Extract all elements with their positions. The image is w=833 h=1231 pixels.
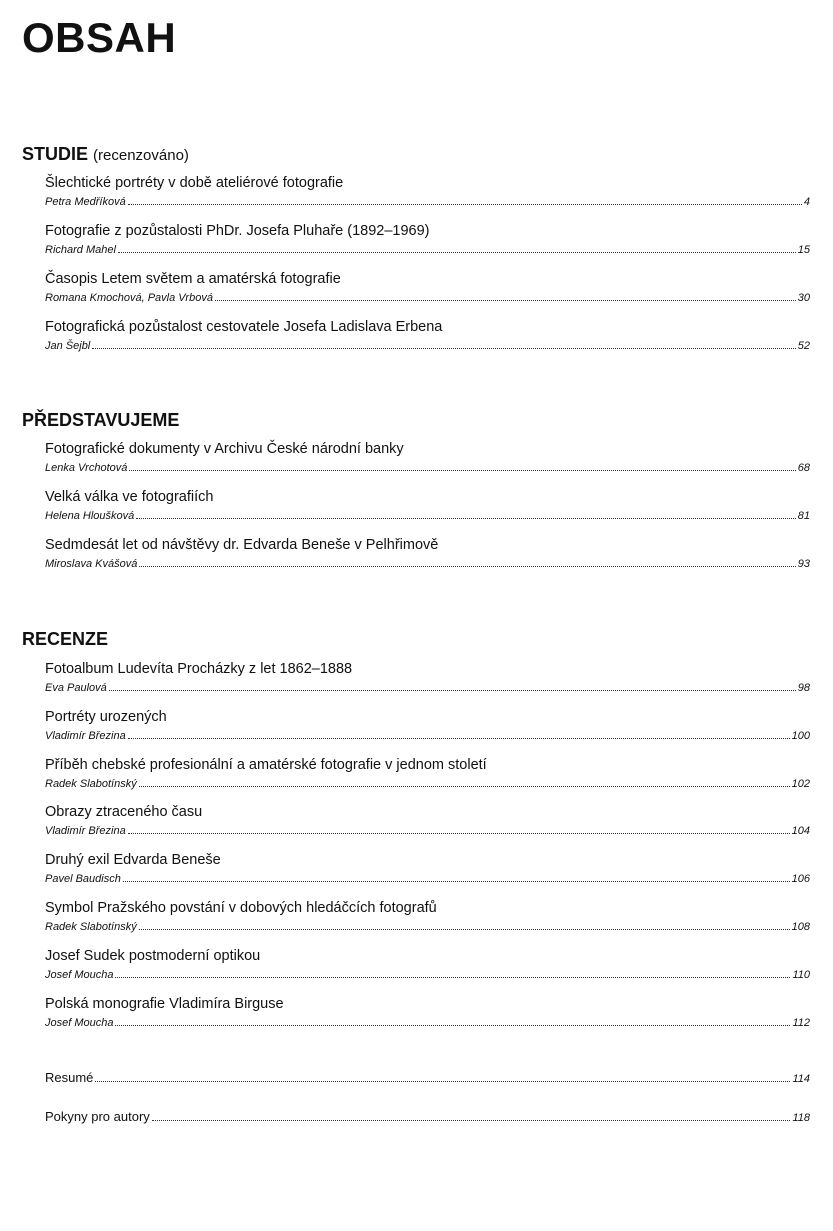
entry-author: Radek Slabotínský <box>45 921 137 933</box>
entry-title: Pokyny pro autory <box>45 1109 150 1124</box>
entry-author: Pavel Baudisch <box>45 873 121 885</box>
entry-page-number: 108 <box>791 921 810 933</box>
dot-leader <box>109 689 796 691</box>
toc-entry[interactable] <box>45 660 810 696</box>
entry-title: Velká válka ve fotografiích <box>45 489 214 505</box>
entry-page-number: 104 <box>791 825 810 837</box>
entry-author: Vladimír Březina <box>45 730 126 742</box>
section-heading-recenze <box>22 628 108 650</box>
entry-page-number: 118 <box>792 1112 810 1124</box>
toc-entry-resume[interactable] <box>45 1069 810 1088</box>
entry-author: Lenka Vrchotová <box>45 462 128 474</box>
entry-title: Polská monografie Vladimíra Birguse <box>45 996 284 1012</box>
toc-entry[interactable] <box>45 756 810 792</box>
entry-title: Fotoalbum Ludevíta Procházky z let 1862–1888 <box>45 661 353 677</box>
entry-title: Josef Sudek postmoderní optikou <box>45 948 261 964</box>
dot-leader <box>152 1119 791 1121</box>
entry-author: Josef Moucha <box>45 969 114 981</box>
entry-title: Druhý exil Edvarda Beneše <box>45 852 221 868</box>
entry-page-number: 98 <box>797 682 810 694</box>
toc-entry[interactable] <box>45 995 810 1031</box>
dot-leader <box>128 737 790 739</box>
entry-author: Petra Medříková <box>45 196 126 208</box>
entry-title: Portréty urozených <box>45 709 167 725</box>
section-heading-studie <box>22 143 189 167</box>
entry-title: Resumé <box>45 1070 94 1085</box>
dot-leader <box>128 832 790 834</box>
dot-leader <box>128 203 802 205</box>
entry-page-number: 102 <box>791 778 810 790</box>
dot-leader <box>95 1080 790 1082</box>
toc-entry[interactable] <box>45 851 810 887</box>
section-title: STUDIE <box>22 144 89 164</box>
toc-entry[interactable] <box>45 708 810 744</box>
entry-title: Symbol Pražského povstání v dobových hledáčcích fotografů <box>45 900 437 916</box>
entry-author: Miroslava Kvášová <box>45 558 138 570</box>
dot-leader <box>139 785 790 787</box>
dot-leader <box>115 976 790 978</box>
dot-leader <box>92 347 795 349</box>
dot-leader <box>136 517 795 519</box>
entry-page-number: 4 <box>803 196 810 208</box>
entry-title: Šlechtické portréty v době ateliérové fotografie <box>45 175 344 191</box>
toc-entry[interactable] <box>45 270 810 306</box>
entry-page-number: 112 <box>792 1017 810 1029</box>
toc-entry[interactable] <box>45 803 810 839</box>
entry-page-number: 93 <box>797 558 810 570</box>
entry-title: Příběh chebské profesionální a amatérské fotografie v jednom století <box>45 757 487 773</box>
dot-leader <box>129 469 795 471</box>
dot-leader <box>115 1024 790 1026</box>
entry-author: Josef Moucha <box>45 1017 114 1029</box>
entry-page-number: 30 <box>797 292 810 304</box>
entry-author: Vladimír Březina <box>45 825 126 837</box>
toc-entry[interactable] <box>45 947 810 983</box>
section-note: (recenzováno) <box>93 147 189 164</box>
dot-leader <box>139 928 790 930</box>
entry-author: Helena Hloušková <box>45 510 135 522</box>
page-title: OBSAH <box>22 14 177 61</box>
dot-leader <box>215 299 796 301</box>
dot-leader <box>118 251 796 253</box>
toc-entry[interactable] <box>45 440 810 476</box>
toc-entry[interactable] <box>45 488 810 524</box>
entry-author: Eva Paulová <box>45 682 107 694</box>
toc-entry[interactable] <box>45 174 810 210</box>
dot-leader <box>139 565 795 567</box>
entry-title: Sedmdesát let od návštěvy dr. Edvarda Beneše v Pelhřimově <box>45 537 439 553</box>
entry-author: Romana Kmochová, Pavla Vrbová <box>45 292 213 304</box>
entry-page-number: 100 <box>791 730 810 742</box>
entry-page-number: 68 <box>797 462 810 474</box>
entry-author: Richard Mahel <box>45 244 116 256</box>
entry-page-number: 114 <box>792 1073 810 1085</box>
toc-entry-author-guidelines[interactable] <box>45 1108 810 1127</box>
entry-title: Obrazy ztraceného času <box>45 804 203 820</box>
entry-page-number: 81 <box>797 510 810 522</box>
entry-page-number: 15 <box>797 244 810 256</box>
entry-title: Fotografie z pozůstalosti PhDr. Josefa Pluhaře (1892–1969) <box>45 223 430 239</box>
toc-entry[interactable] <box>45 536 810 572</box>
toc-entry[interactable] <box>45 318 810 354</box>
toc-entry[interactable] <box>45 222 810 258</box>
entry-title: Časopis Letem světem a amatérská fotografie <box>45 271 341 287</box>
entry-author: Radek Slabotínský <box>45 778 137 790</box>
section-title: PŘEDSTAVUJEME <box>22 410 180 430</box>
entry-author: Jan Šejbl <box>45 340 91 352</box>
toc-entry[interactable] <box>45 899 810 935</box>
entry-title: Fotografické dokumenty v Archivu České národní banky <box>45 441 404 457</box>
dot-leader <box>123 880 790 882</box>
entry-page-number: 106 <box>791 873 810 885</box>
entry-page-number: 110 <box>792 969 810 981</box>
entry-title: Fotografická pozůstalost cestovatele Josefa Ladislava Erbena <box>45 319 443 335</box>
entry-page-number: 52 <box>797 340 810 352</box>
section-heading-predstavujeme <box>22 409 179 431</box>
section-title: RECENZE <box>22 629 109 649</box>
